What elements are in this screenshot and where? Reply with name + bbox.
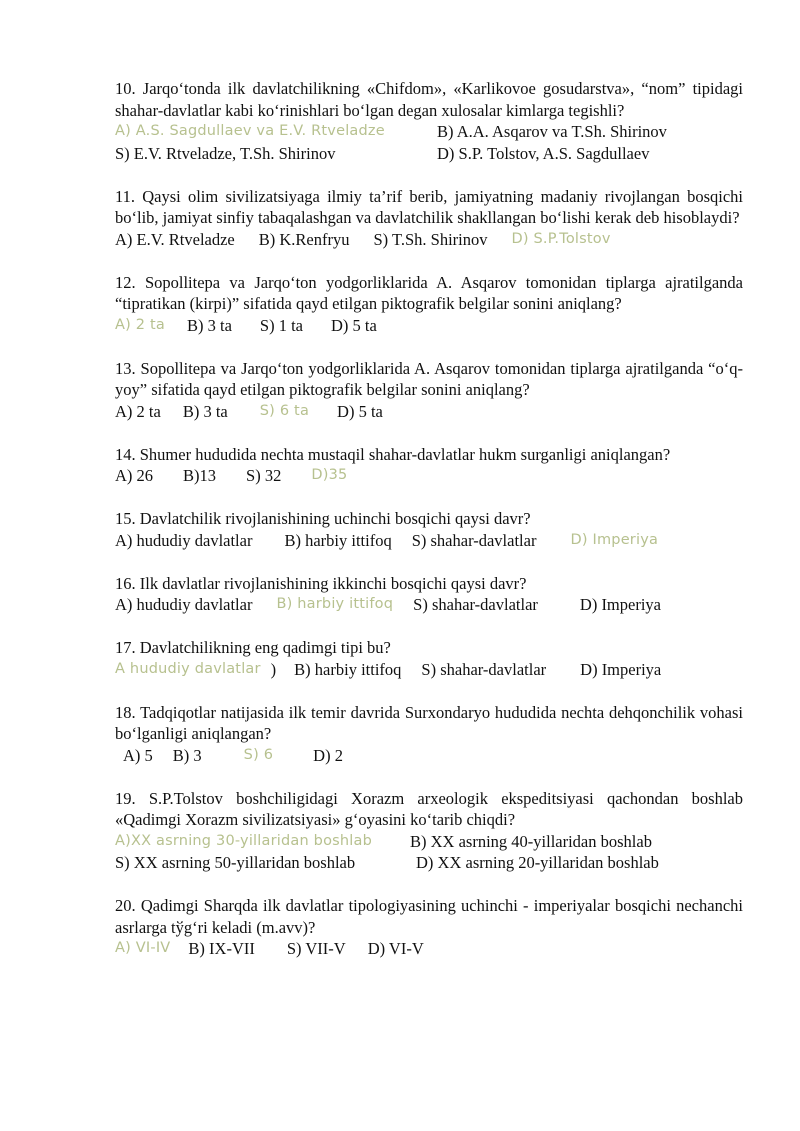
option-a: A) 5 [123, 745, 153, 765]
question-12 [115, 272, 743, 337]
question-15 [115, 508, 743, 551]
option-d-highlighted: D)35 [311, 467, 348, 483]
option-s: S) T.Sh. Shirinov [373, 229, 488, 249]
option-s: S) shahar-davlatlar [413, 595, 538, 614]
option-a-highlighted: A) 2 ta [115, 316, 165, 333]
question-17 [115, 637, 743, 680]
question-14 [115, 444, 743, 487]
option-d: D) S.P. Tolstov, A.S. Sagdullaev [437, 143, 650, 163]
option-a: A) 2 ta [115, 401, 161, 421]
question-stem: 15. Davlatchilik rivojlanishining uchinchi bosqichi qaysi davr? [115, 509, 531, 528]
question-16 [115, 573, 743, 616]
question-stem: 10. Jarqo‘tonda ilk davlatchilikning «Chifdom», «Karlikovoe gosudarstva», “nom” tipidagi shahar-davlatlar kabi ko‘rinishlari bo‘lgan degan xulosalar kimlarga tegishli? [115, 79, 743, 120]
option-a-paren: ) [270, 659, 277, 679]
option-b: B) 3 ta [182, 401, 228, 421]
option-a-highlighted: A) A.S. Sagdullaev va E.V. Rtveladze [115, 123, 385, 139]
question-stem: 20. Qadimgi Sharqda ilk davlatlar tipologiyasining uchinchi - imperiyalar bosqichi nechanchi asrlarga tўg‘ri keladi (m.avv)? [115, 896, 743, 937]
option-s-highlighted: S) 6 [243, 746, 274, 763]
option-s: S) shahar-davlatlar [421, 659, 547, 679]
question-stem: 17. Davlatchilikning eng qadimgi tipi bu? [115, 638, 391, 657]
option-b: B) A.A. Asqarov va T.Sh. Shirinov [437, 122, 667, 141]
option-d: D) 5 ta [337, 401, 383, 421]
option-s: S) VII-V [286, 939, 346, 958]
option-d: D) VI-V [367, 939, 424, 958]
test-page [115, 78, 743, 981]
option-b: B) XX asrning 40-yillaridan boshlab [410, 831, 652, 851]
option-a: A) hududiy davlatlar [115, 530, 253, 550]
question-18 [115, 702, 743, 767]
option-a: A) 26 [115, 466, 154, 485]
option-a-highlighted: A)XX asrning 30-yillaridan boshlab [115, 832, 373, 849]
option-d-highlighted: D) Imperiya [570, 531, 659, 548]
option-d-highlighted: D) S.P.Tolstov [511, 230, 611, 247]
question-20 [115, 895, 743, 960]
option-d: D) XX asrning 20-yillaridan boshlab [416, 853, 659, 872]
option-s-highlighted: S) 6 ta [259, 402, 310, 419]
option-b: B) IX-VII [188, 939, 255, 958]
option-s: S) 1 ta [259, 315, 304, 335]
question-19 [115, 788, 743, 874]
question-stem: 13. Sopollitepa va Jarqo‘ton yodgorliklarida A. Asqarov tomonidan tiplarga ajratilganda “o‘q-yoy” sifatida qayd etilgan piktografik belgilar sonini aniqlang? [115, 358, 743, 399]
option-s: S) E.V. Rtveladze, T.Sh. Shirinov [115, 143, 336, 163]
option-b: B) 3 ta [187, 315, 232, 335]
option-s: S) XX asrning 50-yillaridan boshlab [115, 853, 356, 872]
option-b: B) harbiy ittifoq [294, 659, 402, 679]
option-d: D) Imperiya [579, 595, 661, 614]
question-11 [115, 186, 743, 251]
option-b-highlighted: B) harbiy ittifoq [276, 596, 394, 612]
option-a: A) hududiy davlatlar [115, 595, 253, 614]
option-d: D) Imperiya [580, 659, 662, 679]
question-stem: 16. Ilk davlatlar rivojlanishining ikkinchi bosqichi qaysi davr? [115, 573, 527, 593]
option-s: S) 32 [246, 466, 282, 485]
option-b: B) K.Renfryu [258, 229, 350, 249]
question-10 [115, 78, 743, 164]
option-b: B)13 [183, 466, 217, 485]
option-s: S) shahar-davlatlar [411, 530, 537, 550]
option-b: B) harbiy ittifoq [284, 530, 392, 550]
question-stem: 19. S.P.Tolstov boshchiligidagi Xorazm arxeologik ekspeditsiyasi qachondan boshlab «Qadimgi Xorazm sivilizatsiyasi» g‘oyasini ko‘tarib chiqdi? [115, 788, 743, 829]
option-a: A) E.V. Rtveladze [115, 229, 235, 249]
question-stem: 14. Shumer hududida nechta mustaqil shahar-davlatlar hukm surganligi aniqlangan? [115, 444, 671, 464]
option-a-highlighted: A hududiy davlatlar [115, 660, 261, 677]
option-d: D) 5 ta [331, 315, 377, 335]
question-stem: 12. Sopollitepa va Jarqo‘ton yodgorliklarida A. Asqarov tomonidan tiplarga ajratilganda “tipratikan (kirpi)” sifatida qayd etilgan piktografik belgilar sonini aniqlang? [115, 272, 743, 313]
option-b: B) 3 [172, 745, 202, 765]
question-stem: 11. Qaysi olim sivilizatsiyaga ilmiy ta’rif berib, jamiyatning madaniy rivojlangan bosqichi bo‘lib, jamiyat sinfiy tabaqalashgan va davlatchilik shakllangan bo‘lishi kerak deb hisoblaydi? [115, 186, 743, 227]
option-d: D) 2 [313, 745, 343, 765]
question-stem: 18. Tadqiqotlar natijasida ilk temir davrida Surxondaryo hududida nechta dehqonchilik vohasi bo‘lganligi aniqlangan? [115, 702, 743, 743]
option-a-highlighted: A) VI-IV [115, 940, 171, 956]
question-13 [115, 358, 743, 423]
